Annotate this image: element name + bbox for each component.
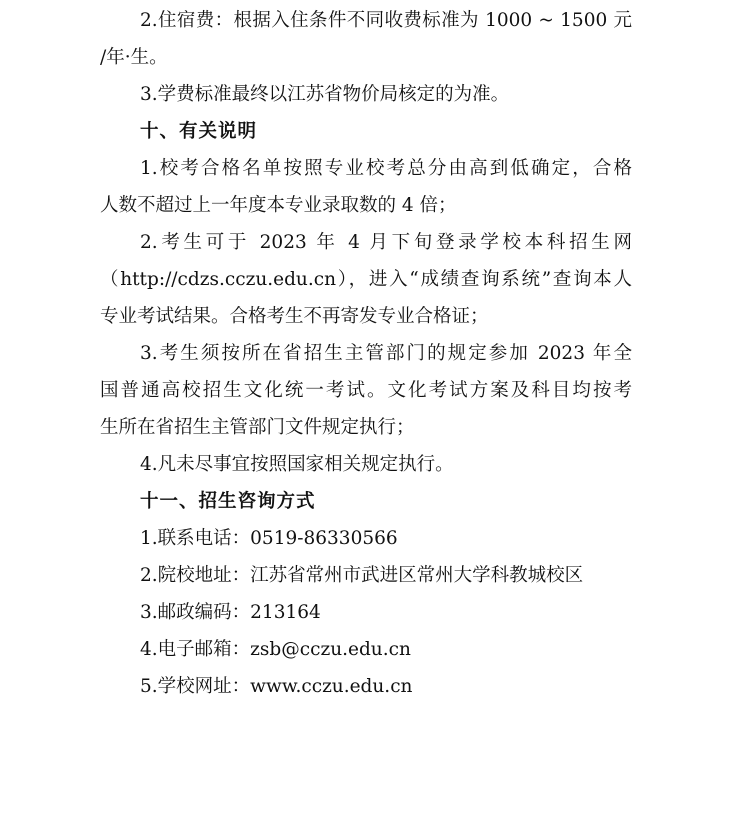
section-11-heading: 十一、招生咨询方式 [140,491,316,512]
fee-item-2-line-2: /年·生。 [100,47,168,68]
fee-item-3: 3.学费标准最终以江苏省物价局核定的为准。 [140,84,510,105]
notes-item-2-line-2: （http://cdzs.cczu.edu.cn），进入“成绩查询系统”查询本人 [100,269,632,290]
notes-item-4: 4.凡未尽事宜按照国家相关规定执行。 [140,454,454,475]
notes-item-3-line-3: 生所在省招生主管部门文件规定执行； [100,417,415,438]
notes-item-3-line-2: 国普通高校招生文化统一考试。文化考试方案及科目均按考 [100,380,632,401]
contact-email: 4.电子邮箱：zsb@cczu.edu.cn [140,639,411,660]
notes-item-1-line-1: 1.校考合格名单按照专业校考总分由高到低确定，合格 [140,158,632,179]
contact-postcode: 3.邮政编码：213164 [140,602,321,623]
section-10-heading: 十、有关说明 [140,121,258,142]
notes-item-2-line-3: 专业考试结果。合格考生不再寄发专业合格证； [100,306,489,327]
contact-phone: 1.联系电话：0519-86330566 [140,528,398,549]
contact-address: 2.院校地址：江苏省常州市武进区常州大学科教城校区 [140,565,584,586]
notes-item-3-line-1: 3.考生须按所在省招生主管部门的规定参加 2023 年全 [140,343,632,364]
contact-website: 5.学校网址：www.cczu.edu.cn [140,676,413,697]
notes-item-1-line-2: 人数不超过上一年度本专业录取数的 4 倍； [100,195,457,216]
fee-item-2-line-1: 2.住宿费：根据入住条件不同收费标准为 1000 ~ 1500 元 [140,10,632,31]
notes-item-2-line-1: 2.考生可于 2023 年 4 月下旬登录学校本科招生网 [140,232,632,253]
